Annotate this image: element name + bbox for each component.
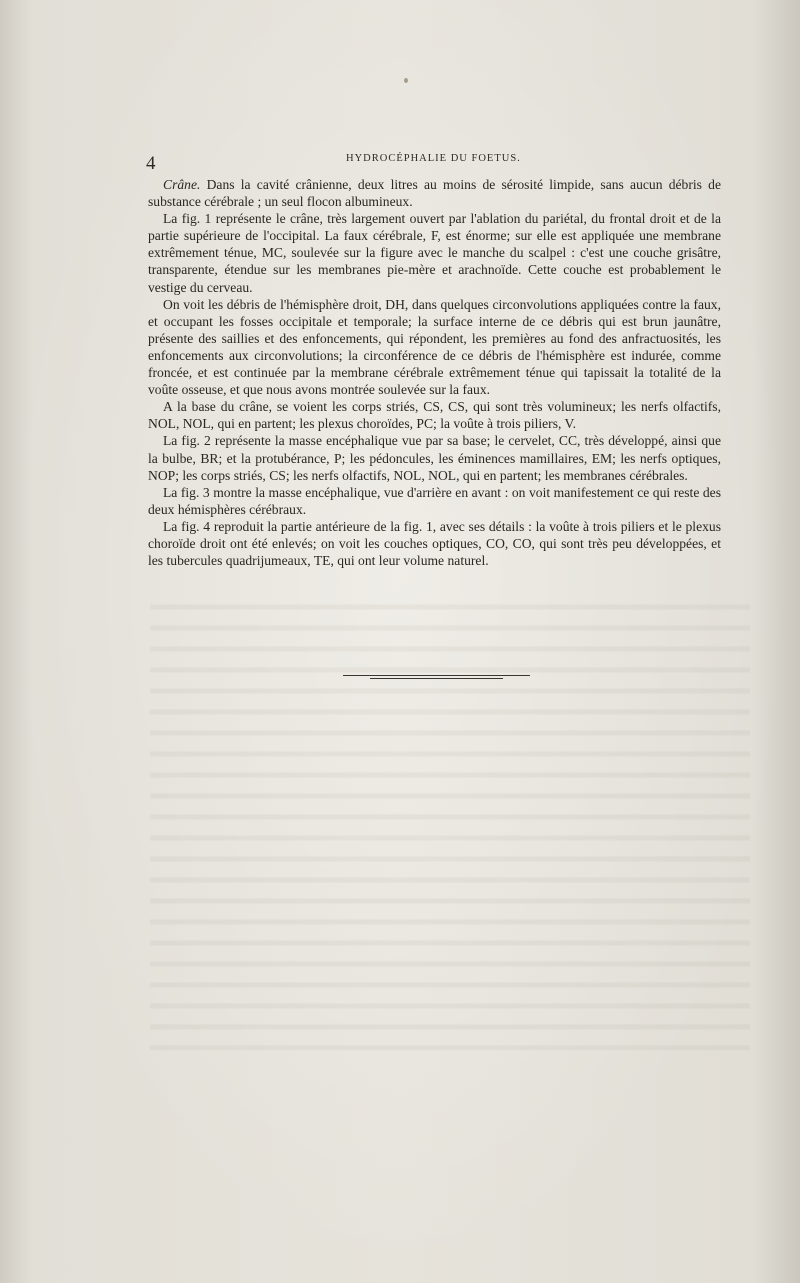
paragraph-fig-2 [148, 432, 721, 483]
paragraph-text: A la base du crâne, se voient les corps striés, CS, CS, qui sont très volumineux; les nerfs olfactifs, NOL, NOL, qui en partent; les plexus choroïdes, PC; la voûte à trois piliers, V. [148, 399, 721, 432]
paragraph-fig-1 [148, 210, 721, 295]
body-text [148, 176, 721, 569]
paragraph-fig-3 [148, 484, 721, 518]
paragraph-hemisphere [148, 296, 721, 399]
page-number: 4 [146, 153, 156, 174]
bleed-through-texture [150, 590, 750, 1050]
paragraph-text: On voit les débris de l'hémisphère droit, DH, dans quelques circonvolutions appliquées contre la faux, et occupant les fosses occipitale et temporale; la surface interne de ce débris qui est brun jaunâtre, présente des saillies et des enfoncements, qui répondent, les premières au fond des anfractuosités, les enfoncements aux circonvolutions; la circonférence de ce débris de l'hémisphère est indurée, comme froncée, et est continuée par la membrane cérébrale extrêmement ténue qui tapissait la totalité de la voûte osseuse, et que nous avons montrée soulevée sur la faux. [148, 296, 721, 398]
paragraph-crane [148, 176, 721, 210]
paragraph-text: La fig. 1 représente le crâne, très largement ouvert par l'ablation du pariétal, du frontal droit et de la partie supérieure de l'occipital. La faux cérébrale, F, est énorme; sur elle est appliquée une membrane extrêmement ténue, MC, soulevée sur la figure avec le manche du scalpel : c'est une couche grisâtre, transparente, étendue sur les membranes pie-mère et arachnoïde. Cette couche est probablement le vestige du cerveau. [148, 211, 721, 295]
paragraph-text: La fig. 2 représente la masse encéphalique vue par sa base; le cervelet, CC, très développé, ainsi que la bulbe, BR; et la protubérance, P; les pédoncules, les éminences mamillaires, EM; les nerfs optiques, NOP; les corps striés, CS; les nerfs olfactifs, NOL, NOL, qui en partent; les membranes cérébrales. [148, 433, 721, 483]
paragraph-text: La fig. 4 reproduit la partie antérieure de la fig. 1, avec ses détails : la voûte à trois piliers et le plexus choroïde droit ont été enlevés; on voit les couches optiques, CO, CO, qui sont très peu développées, et les tubercules quadrijumeaux, TE, qui ont leur volume naturel. [148, 518, 721, 569]
section-rule-thick [370, 678, 503, 679]
paragraph-lead: Crâne. [163, 177, 201, 192]
paper-speck [404, 78, 408, 83]
running-head: HYDROCÉPHALIE DU FOETUS. [346, 153, 521, 164]
paragraph-text: Dans la cavité crânienne, deux litres au moins de sérosité limpide, sans aucun débris de substance cérébrale ; un seul flocon albumineux. [148, 177, 721, 210]
paragraph-fig-4 [148, 518, 721, 569]
section-rule [343, 675, 530, 676]
paragraph-base-crane [148, 398, 721, 432]
paragraph-text: La fig. 3 montre la masse encéphalique, vue d'arrière en avant : on voit manifestement ce qui reste des deux hémisphères cérébraux. [148, 484, 721, 517]
